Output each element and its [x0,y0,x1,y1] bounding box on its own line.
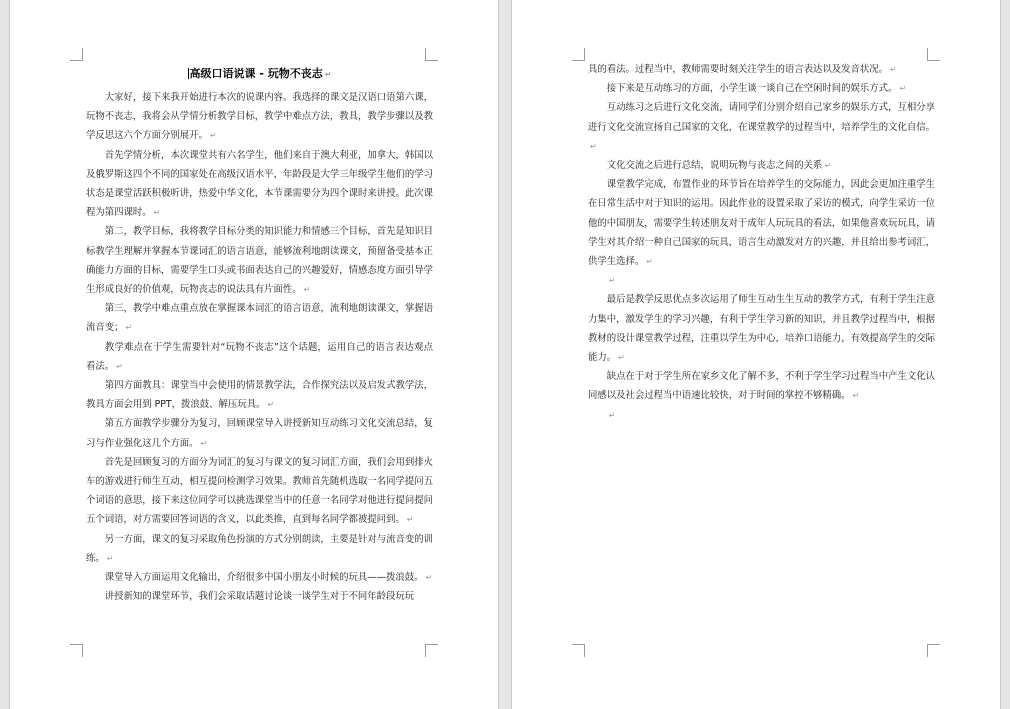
paragraph-mark: ↵ [200,438,208,448]
document-page-1[interactable] [10,0,498,709]
corner-mark-bottom-left [70,644,83,657]
paragraph-mark: ↵ [324,70,332,79]
paragraph-mark: ↵ [590,141,597,151]
paragraph[interactable]: 第五方面教学步骤分为复习，回顾课堂导入讲授新知互动练习文化交流总结，复习与作业强化这几个方面。 ↵ [86,418,433,449]
paragraph-mark: ↵ [618,353,625,363]
corner-mark-bottom-left [572,644,585,657]
paragraph-mark: ↵ [106,553,114,563]
paragraph-mark: ↵ [209,131,217,141]
paragraph[interactable]: 接下来是互动练习的方面，小学生谈一谈自己在空闲时间的娱乐方式。 ↵ [606,83,907,95]
paragraph[interactable]: 首先是回顾复习的方面分为词汇的复习与课文的复习词汇方面，我们会用到排火车的游戏进行师生互动，相互提问检测学习效果。教师首先随机选取一名同学提问五个词语的意思，接下来这位同学可以挑选课堂当中的任意一名同学对他进行提问提问五个词语，对方需要回答词语的含义，以此类推，直到每名同学都被提问到。 ↵ [86,456,433,526]
paragraph-mark: ↵ [406,515,414,525]
paragraph-mark: ↵ [646,257,653,267]
paragraph-mark: ↵ [899,84,907,94]
paragraph-continued[interactable]: 具的看法。过程当中，教师需要时刻关注学生的语言表达以及发音状况。 ↵ [588,64,897,75]
corner-mark-bottom-right [425,644,438,657]
paragraph[interactable]: 另一方面，课文的复习采取角色扮演的方式分别朗读，主要是针对与流音变的训练。 ↵ [86,533,433,564]
paragraph-mark: ↵ [852,391,860,401]
paragraph[interactable]: 课堂导入方面运用文化输出，介绍很多中国小朋友小时候的玩具——拨浪鼓。 ↵ [104,572,433,584]
paragraph-mark: ↵ [116,361,123,371]
paragraph[interactable]: 文化交流之后进行总结，说明玩物与丧志之间的关系 ↵ [606,160,832,172]
corner-mark-top-left [572,48,585,61]
paragraph-mark: ↵ [303,285,311,295]
paragraph-mark: ↵ [267,400,275,410]
paragraph[interactable]: 大家好，接下来我开始进行本次的说课内容。我选择的课文是汉语口语第六课，玩物不丧志，我将会从学情分析教学目标，教学中难点方法，教具，教学步骤以及教学反思这六个方面分别展开。 ↵ [86,92,433,142]
paragraph[interactable]: 第四方面教具：课堂当中会使用的情景教学法，合作探究法以及启发式教学法，教具方面会用到 PPT，拨浪鼓、解压玩具。 ↵ [86,380,433,411]
empty-paragraph[interactable] [588,406,935,425]
paragraph-mark: ↵ [125,323,133,333]
corner-mark-top-right [425,48,438,61]
corner-mark-bottom-right [927,644,940,657]
paragraph[interactable]: 教学难点在于学生需要针对“玩物不丧志”这个话题，运用自己的语言表达观点看法。 ↵ [86,341,433,372]
paragraph[interactable]: 缺点在于对于学生所在家乡文化了解不多，不利于学生学习过程当中产生文化认同感以及社会过程当中语速比较快，对于时间的掌控不够精确。 ↵ [588,371,935,402]
paragraph[interactable]: 第二，教学目标，我将教学目标分类的知识能力和情感三个目标，首先是知识目标教学生理解并掌握本节课词汇的语言语意，能够流利地朗读课文，预留备受基本正确能力方面的目标，需要学生口头或书面表达自己的兴趣爱好，情感态度方面引导学生形成良好的价值观，玩物丧志的说法具有片面性。 ↵ [86,226,433,296]
document-page-2[interactable] [512,0,1000,709]
paragraph[interactable]: 第三，教学中难点重点放在掌握课本词汇的语言语意，流利地朗读课文，掌握语流音变； ↵ [86,303,433,334]
paragraph-mark: ↵ [153,208,161,218]
paragraph-mark: ↵ [608,410,616,420]
document-title[interactable]: 高级口语说课 - 玩物不丧志 ↵ [189,67,332,80]
paragraph-mark: ↵ [425,573,433,583]
paragraph-mark: ↵ [890,65,897,74]
paragraph[interactable]: 最后是教学反思优点多次运用了师生互动生生互动的教学方式，有利于学生注意力集中，激发学生的学习兴趣，有利于学生学习新的知识，并且教学过程当中，根据教材的设计课堂教学过程，注重以学生为中心，培养口语能力，有效提高学生的交际能力。 ↵ [588,294,935,364]
paragraph[interactable]: 首先学情分析，本次课堂共有六名学生，他们来自于澳大利亚，加拿大，韩国以及俄罗斯这四个不同的国家处在高级汉语水平，年龄段是大学三年级学生他们的学习状态是课堂活跃积极听讲，热爱中华文化，本节课需要分为四个课时来讲授。此次课程为第四课时。 ↵ [86,149,433,219]
page-1-body[interactable] [86,63,433,606]
paragraph[interactable]: 课堂教学完成，布置作业的环节旨在培养学生的交际能力，因此会更加注重学生在日常生活中对于知识的运用。因此作业的设置采取了采访的模式，向学生采访一位他的中国朋友，需要学生转述朋友对于成年人玩玩具的看法，如果他喜欢玩玩具，请学生对其介绍一种自己国家的玩具，语言生动激发对方的兴趣，并且给出参考词汇，供学生选择。 ↵ [588,179,935,268]
paragraph[interactable]: 互动练习之后进行文化交流，请同学们分别介绍自己家乡的娱乐方式，互相分享进行文化交流宣扬自己国家的文化，在课堂教学的过程当中，培养学生的文化自信。↵ [588,102,935,151]
empty-paragraph[interactable] [588,271,935,290]
corner-mark-top-left [70,48,83,61]
paragraph[interactable]: 讲授新知的课堂环节，我们会采取话题讨论谈一谈学生对于不同年龄段玩玩 [104,591,415,603]
paragraph-mark: ↵ [824,161,832,171]
paragraph-mark: ↵ [608,276,616,286]
page-2-body[interactable] [588,60,935,425]
text-cursor [188,68,189,79]
